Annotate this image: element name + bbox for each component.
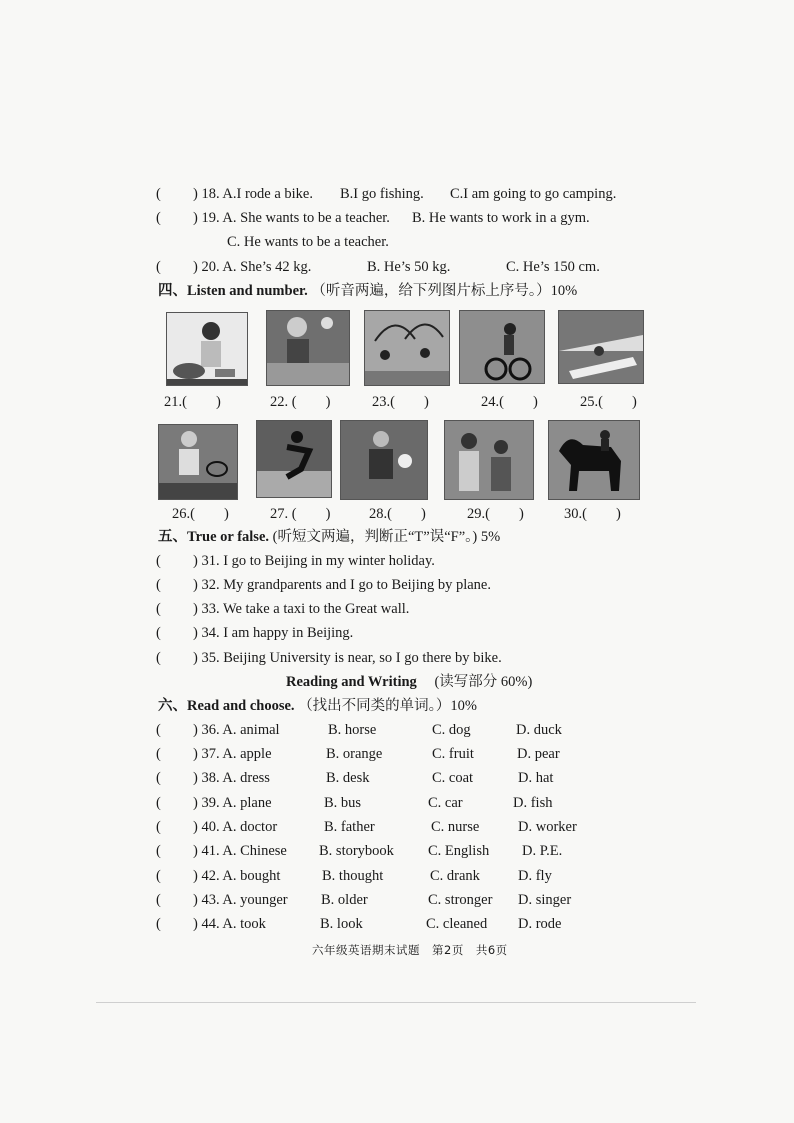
answer-paren: ( [156,868,161,884]
answer-paren: ( [156,553,161,569]
section-title: 六、Read and choose. [158,698,295,714]
answer-paren: ( [156,892,161,908]
option-d: D. P.E. [522,843,563,859]
answer-paren: ( [156,601,161,617]
question-text: ) 35. Beijing University is near, so I go there by bike. [193,650,502,666]
picture-kites-flying [364,310,450,386]
reading-writing-title [286,672,532,692]
section-note: （听音两遍，给下列图片标上序号。）10% [311,283,578,299]
picture-label-27: 27. ( ) [270,506,331,522]
option-d: D. duck [516,722,562,738]
question-text: ) 19. A. She wants to be a teacher. [193,210,390,226]
option-b: B. desk [326,770,370,786]
option-c: C. fruit [432,746,474,762]
option-c: C. dog [432,722,471,738]
option-a: ) 36. A. animal [193,722,280,738]
option-c: C. nurse [431,819,480,835]
answer-paren: ( [156,577,161,593]
option-a: ) 39. A. plane [193,795,272,811]
option-b: B. look [320,916,363,932]
question-text: ) 34. I am happy in Beijing. [193,625,354,641]
section-4-heading [158,281,577,301]
answer-paren: ( [156,916,161,932]
question-text: ) 18. A.I rode a bike. [193,186,313,202]
answer-paren: ( [156,746,161,762]
picture-label-23: 23.( ) [372,394,429,410]
option-b: B.I go fishing. [340,186,424,202]
option-d: D. hat [518,770,554,786]
section-note: (听短文两遍，判断正“T”误“F”。) 5% [272,529,501,545]
answer-paren: ( [156,186,161,202]
option-d: D. rode [518,916,562,932]
picture-boat-race [558,310,644,384]
part-weight: (读写部分 60%) [434,674,533,690]
picture-label-26: 26.( ) [172,506,229,522]
picture-riding-horse [548,420,640,500]
picture-label-28: 28.( ) [369,506,426,522]
picture-label-24: 24.( ) [481,394,538,410]
option-a: ) 44. A. took [193,916,266,932]
answer-paren: ( [156,722,161,738]
page-footer: 六年级英语期末试题 第2页 共6页 [312,943,508,957]
option-a: ) 41. A. Chinese [193,843,287,859]
option-c: C.I am going to go camping. [450,186,617,202]
option-a: ) 40. A. doctor [193,819,278,835]
picture-label-25: 25.( ) [580,394,637,410]
picture-children-playing [266,310,350,386]
scan-divider [96,1002,696,1003]
option-c: C. coat [432,770,474,786]
answer-paren: ( [156,259,161,275]
option-d: D. pear [517,746,560,762]
section-title: 四、Listen and number. [158,283,308,299]
option-a: ) 43. A. younger [193,892,288,908]
section-6-heading [158,696,477,716]
option-c: C. car [428,795,463,811]
question-text: ) 32. My grandparents and I go to Beijing by plane. [193,577,491,593]
picture-label-30: 30.( ) [564,506,621,522]
picture-label-21: 21.( ) [164,394,221,410]
picture-ice-skating [256,420,332,498]
option-d: D. worker [518,819,577,835]
option-b: B. He’s 50 kg. [367,259,451,275]
answer-paren: ( [156,650,161,666]
picture-family-group [444,420,534,500]
option-a: ) 37. A. apple [193,746,272,762]
question-text: ) 31. I go to Beijing in my winter holiday. [193,553,435,569]
answer-paren: ( [156,819,161,835]
picture-label-22: 22. ( ) [270,394,331,410]
option-b: B. older [321,892,368,908]
option-c: C. cleaned [426,916,488,932]
option-b: B. bus [324,795,362,811]
option-c: C. English [428,843,490,859]
section-5-heading [158,527,500,547]
option-d: D. singer [518,892,572,908]
option-b: B. orange [326,746,383,762]
answer-paren: ( [156,625,161,641]
option-b: B. father [324,819,375,835]
picture-label-29: 29.( ) [467,506,524,522]
option-b: B. He wants to work in a gym. [412,210,590,226]
option-c: C. He’s 150 cm. [506,259,600,275]
option-d: D. fish [513,795,553,811]
section-title: 五、True or false. [158,529,270,545]
answer-paren: ( [156,210,161,226]
picture-playing-ball [340,420,428,500]
answer-paren: ( [156,795,161,811]
option-c: C. drank [430,868,480,884]
option-b: B. thought [322,868,384,884]
picture-playing-tennis [158,424,238,500]
picture-cooking [166,312,248,386]
answer-paren: ( [156,843,161,859]
option-b: B. storybook [319,843,394,859]
question-text: ) 20. A. She’s 42 kg. [193,259,312,275]
option-a: ) 38. A. dress [193,770,270,786]
option-c: C. He wants to be a teacher. [227,234,389,250]
option-b: B. horse [328,722,377,738]
section-note: （找出不同类的单词。）10% [298,698,478,714]
picture-riding-bike [459,310,545,384]
option-c: C. stronger [428,892,493,908]
option-a: ) 42. A. bought [193,868,281,884]
answer-paren: ( [156,770,161,786]
question-text: ) 33. We take a taxi to the Great wall. [193,601,410,617]
part-title: Reading and Writing [286,674,417,690]
option-d: D. fly [518,868,552,884]
